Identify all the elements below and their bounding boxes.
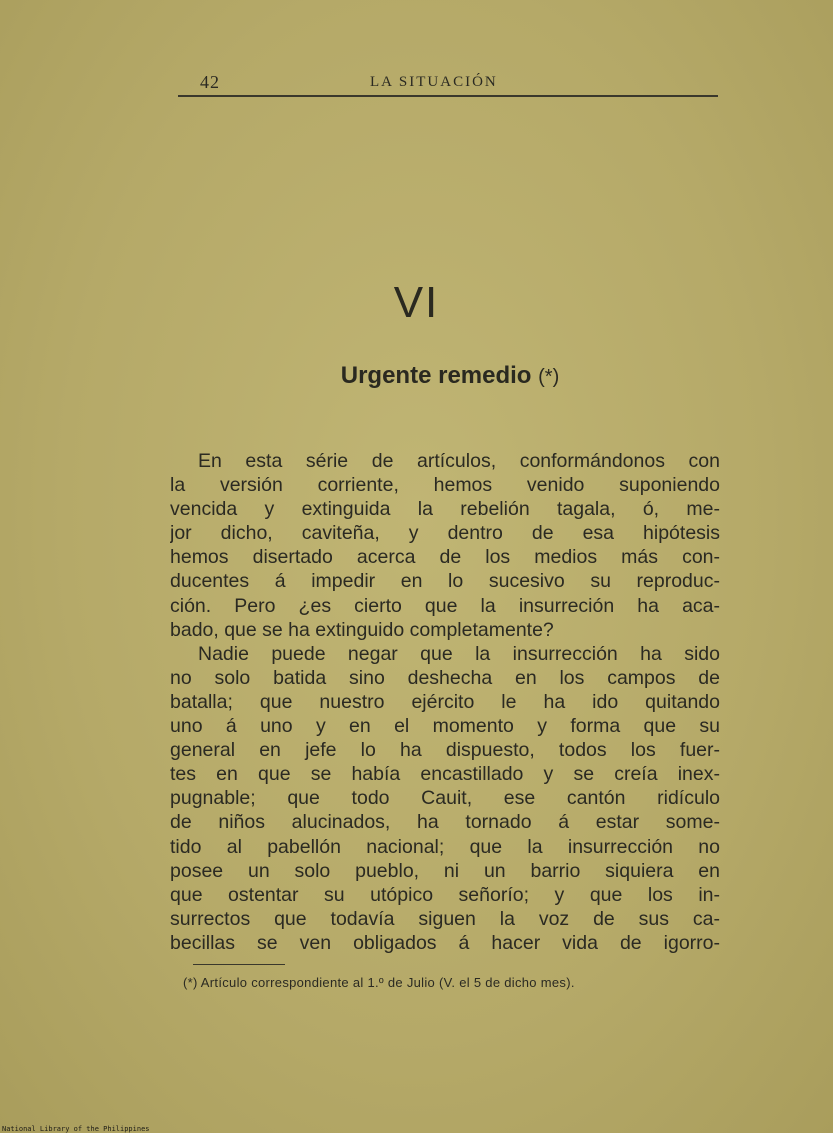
running-title: LA SITUACIÓN	[370, 74, 498, 90]
text-line: surrectos que todavía siguen la voz de sus ca-	[170, 907, 720, 930]
text-line: En esta série de artículos, conformándonos con	[198, 450, 720, 472]
text-line: pugnable; que todo Cauit, ese cantón ridículo	[170, 787, 720, 810]
text-line: tes en que se había encastillado y se creía inex-	[170, 763, 720, 786]
text-line: uno á uno y en el momento y forma que su	[170, 715, 720, 738]
text-line: ción. Pero ¿es cierto que la insurreción ha aca-	[170, 594, 720, 617]
text-line: ducentes á impedir en lo sucesivo su reproduc-	[170, 570, 720, 593]
page-header	[178, 72, 718, 96]
text-line: Nadie puede negar que la insurrección ha sido	[198, 642, 720, 665]
footnote-rule	[193, 964, 285, 965]
text-line: general en jefe lo ha dispuesto, todos los fuer-	[170, 739, 720, 762]
text-line: jor dicho, caviteña, y dentro de esa hipótesis	[170, 522, 720, 545]
body-text	[170, 449, 720, 955]
text-line: vencida y extinguida la rebelión tagala, ó, me-	[170, 498, 720, 521]
chapter-numeral: VI	[393, 278, 440, 327]
text-line: la versión corriente, hemos venido suponiendo	[170, 474, 720, 497]
header-rule	[178, 95, 718, 97]
footnote: (*) Artículo correspondiente al 1.º de Julio (V. el 5 de dicho mes).	[183, 975, 575, 990]
text-line: posee un solo pueblo, ni un barrio siquiera en	[170, 859, 720, 882]
text-line: batalla; que nuestro ejército le ha ido quitando	[170, 690, 720, 713]
chapter-title	[0, 362, 833, 390]
text-line: bado, que se ha extinguido completamente?	[170, 618, 554, 641]
text-line: hemos disertado acerca de los medios más con-	[170, 546, 720, 569]
text-line: tido al pabellón nacional; que la insurrección no	[170, 835, 720, 858]
library-credit: National Library of the Philippines	[2, 1125, 150, 1133]
footnote-mark: (*)	[538, 366, 560, 388]
chapter-title-text: Urgente remedio	[340, 362, 532, 389]
page-number: 42	[200, 72, 220, 92]
text-line: no solo batida sino deshecha en los campos de	[170, 666, 720, 689]
text-line: de niños alucinados, ha tornado á estar some-	[170, 811, 720, 834]
text-line: becillas se ven obligados á hacer vida de igorro-	[170, 931, 720, 954]
text-line: que ostentar su utópico señorío; y que los in-	[170, 883, 720, 906]
